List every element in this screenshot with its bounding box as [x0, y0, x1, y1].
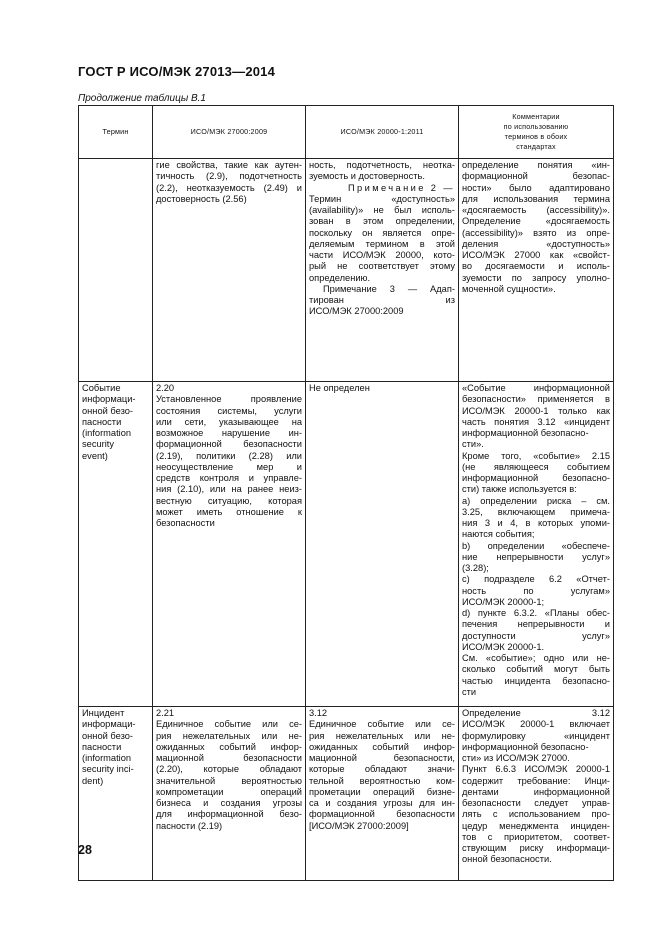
cell-line: са и создания угрозы для ин-	[309, 798, 455, 808]
cell-line: моченной сущности».	[462, 283, 556, 294]
cell-line: ния (2.10), или на ранее неиз-	[156, 484, 302, 495]
document-header: ГОСТ Р ИСО/МЭК 27013—2014	[78, 64, 276, 79]
cell-line: а) определении риска – см.	[462, 495, 610, 506]
cell-line: dent)	[82, 775, 104, 786]
cell-line: ствующим риску информаци-	[462, 843, 610, 853]
iso20000-cell	[306, 382, 459, 707]
cell-line: рый не соответствует этому	[309, 261, 455, 272]
cell-line: Определение «досягаемость	[462, 216, 610, 227]
cell-line: возможное нарушение ин-	[156, 428, 302, 438]
cell-line: тирован из	[309, 295, 455, 305]
cell-line: для использования термина	[462, 193, 610, 204]
cell-line: 3.12	[309, 708, 328, 718]
cell-line: сти	[462, 686, 477, 697]
cell-line: Определение 3.12	[462, 708, 610, 718]
terms-table	[78, 105, 614, 881]
cell-line: (accessibility)» взято из опре-	[462, 227, 610, 238]
cell-line: ния 3 и 4, в которых упоми-	[462, 518, 610, 528]
cell-line: ожиданных событий инфор-	[309, 741, 455, 752]
cell-line: вестную ситуацию, которая	[156, 495, 302, 506]
cell-line: d) пункте 6.3.2. «Планы обес-	[462, 608, 610, 618]
cell-line: формационной безопасности	[156, 439, 302, 450]
cell-line: ность по услугам»	[462, 585, 610, 596]
cell-line: (2.2), неотказуемость (2.49) и	[156, 182, 302, 193]
cell-line: ожиданных событий инфор-	[156, 741, 302, 752]
iso20000-cell	[306, 707, 459, 881]
page-number: 28	[78, 843, 92, 857]
cell-line: Не определен	[309, 383, 370, 393]
cell-line: тов с приоритетом, соответ-	[462, 831, 610, 842]
cell-line: онной безопасности.	[462, 854, 552, 865]
table-row	[79, 159, 614, 382]
cell-line: сти» из ИСО/МЭК 27000.	[462, 753, 570, 763]
cell-line: Кроме того, «событие» 2.15	[462, 450, 610, 461]
header-iso20000: ИСО/МЭК 20000-1:2011	[306, 106, 459, 159]
cell-line: компрометации операций	[156, 786, 302, 797]
cell-line: Инцидент	[82, 708, 125, 718]
cell-line: (2.19), политики (2.28) или	[156, 450, 302, 461]
cell-line: сколько событий могут быть	[462, 664, 610, 675]
cell-line: наются события;	[462, 529, 535, 540]
cell-line: значительной вероятностью	[156, 775, 302, 786]
cell-line: «Событие информационной	[462, 383, 610, 393]
cell-line: «досягаемость (accessibility)».	[462, 205, 610, 215]
cell-line: ние непрерывности услуг»	[462, 551, 610, 562]
table-row	[79, 707, 614, 881]
cell-line: (не являющееся событием	[462, 461, 610, 472]
cell-line: ИСО/МЭК 27000 как «свойст-	[462, 250, 610, 260]
cell-line: безопасности» применяется в	[462, 394, 610, 405]
cell-line: 2.21	[156, 708, 175, 718]
cell-line: для информационной безо-	[156, 809, 302, 820]
table-header-row	[79, 106, 614, 159]
cell-line: может иметь отношение к	[156, 506, 302, 517]
cell-line: ИСО/МЭК 27000:2009	[309, 306, 404, 317]
cell-line: b) определении «обеспече-	[462, 540, 610, 551]
cell-line: зуемости по запросу уполно-	[462, 272, 610, 283]
cell-line: формационной безопасности	[309, 809, 455, 820]
cell-line: Единичное событие или се-	[309, 719, 455, 730]
cell-line: мационной безопасности,	[309, 753, 455, 763]
table-row	[79, 382, 614, 707]
header-comments: Комментарии по использованию терминов в обоих стандартах	[459, 106, 614, 159]
comments-cell	[459, 382, 614, 707]
comments-cell	[459, 159, 614, 382]
cell-line: формационной безопас-	[462, 171, 610, 182]
cell-line: рия нежелательных или не-	[309, 730, 455, 741]
iso27000-cell	[153, 159, 306, 382]
cell-line: security	[82, 439, 115, 450]
cell-line: пасности	[82, 741, 122, 752]
cell-line: онной безо-	[82, 730, 133, 741]
cell-line: части ИСО/МЭК 20000, кото-	[309, 250, 455, 260]
cell-line: информационной безопасно-	[462, 741, 589, 752]
cell-line: неосуществление мер и	[156, 461, 302, 472]
cell-line: Примечание 3 — Адап-	[323, 283, 455, 294]
cell-line: часть понятия 3.12 «инцидент	[462, 416, 610, 427]
cell-line: 3.25, включающем примеча-	[462, 506, 610, 517]
cell-line: event)	[82, 450, 108, 461]
cell-line: ИСО/МЭК 20000-1;	[462, 596, 545, 607]
cell-line: ИСО/МЭК 20000-1 включает	[462, 719, 610, 730]
term-cell	[79, 159, 153, 382]
term-cell	[79, 382, 153, 707]
cell-line: пасности (2.19)	[156, 820, 223, 831]
cell-line: гие свойства, такие как аутен-	[156, 160, 302, 170]
table-caption: Продолжение таблицы В.1	[78, 93, 206, 104]
cell-line: частью инцидента безопасно-	[462, 675, 610, 686]
cell-line: прометации операций бизне-	[309, 786, 455, 797]
cell-line: (information	[82, 428, 132, 438]
cell-line: (availability)» не был исполь-	[309, 205, 455, 215]
cell-line: Пункт 6.6.3 ИСО/МЭК 20000-1	[462, 764, 610, 775]
cell-line: которые обладают значи-	[309, 764, 455, 775]
cell-line: формулировку «инцидент	[462, 730, 610, 741]
cell-line: (3.28);	[462, 563, 489, 573]
header-term: Термин	[79, 106, 153, 159]
cell-line: доступности услуг»	[462, 630, 610, 641]
cell-line: поскольку он является опре-	[309, 227, 455, 238]
cell-line: достоверность (2.56)	[156, 193, 247, 204]
cell-line: бизнеса и создания угрозы	[156, 798, 302, 808]
cell-line: зован в этом определении,	[309, 216, 455, 227]
cell-line: безопасности следует управ-	[462, 798, 610, 808]
cell-line: (information	[82, 753, 132, 763]
cell-line: определению.	[309, 272, 371, 283]
iso27000-cell	[153, 707, 306, 881]
cell-line: тельной вероятностью ком-	[309, 775, 455, 786]
cell-line: сти) также используется в:	[462, 484, 577, 495]
cell-line: деления «доступность»	[462, 238, 610, 249]
cell-line: лять с использованием про-	[462, 809, 610, 820]
cell-line: ИСО/МЭК 20000-1.	[462, 641, 545, 652]
cell-line: Термин «доступность»	[309, 193, 455, 204]
cell-line: ность, подотчетность, неотка-	[309, 160, 455, 170]
cell-line: Единичное событие или се-	[156, 719, 302, 730]
cell-line: security inci-	[82, 764, 134, 775]
cell-line: средств контроля и управле-	[156, 473, 302, 483]
cell-line: информационной безопасно-	[462, 473, 610, 483]
cell-line: сти».	[462, 439, 484, 450]
cell-line: определение понятия «ин-	[462, 160, 610, 170]
cell-line: безопасности	[156, 518, 215, 528]
cell-line: информаци-	[82, 394, 136, 405]
iso20000-cell	[306, 159, 459, 382]
cell-line: онной безо-	[82, 405, 133, 416]
cell-line: 2.20	[156, 383, 175, 393]
comments-cell	[459, 707, 614, 881]
header-iso27000: ИСО/МЭК 27000:2009	[153, 106, 306, 159]
cell-line: c) подразделе 6.2 «Отчет-	[462, 574, 610, 585]
cell-line: [ИСО/МЭК 27000:2009]	[309, 820, 409, 831]
cell-line: зуемость и достоверность.	[309, 171, 425, 182]
cell-line: Установленное проявление	[156, 394, 302, 405]
cell-line: (2.20), которые обладают	[156, 764, 302, 775]
cell-line: См. «событие»; одно или не-	[462, 653, 610, 663]
cell-line: содержит требование: Инци-	[462, 775, 610, 786]
cell-line: информаци-	[82, 719, 136, 730]
cell-line: дентами информационной	[462, 786, 610, 797]
cell-line: цедур менеджмента инциден-	[462, 820, 610, 831]
cell-line: деляемым термином в этой	[309, 238, 455, 249]
cell-line: ности» было адаптировано	[462, 182, 610, 193]
iso27000-cell	[153, 382, 306, 707]
cell-line: печения непрерывности и	[462, 619, 610, 630]
cell-line: Событие	[82, 383, 121, 393]
cell-line: состояния системы, услуги	[156, 405, 302, 416]
cell-line: рия нежелательных или не-	[156, 730, 302, 741]
cell-line: ИСО/МЭК 20000-1 только как	[462, 405, 610, 416]
cell-line: или сети, указывающее на	[156, 416, 302, 427]
cell-line: мационной безопасности	[156, 753, 302, 763]
cell-line: Примечание 2 —	[347, 182, 455, 193]
cell-line: информационной безопасно-	[462, 428, 589, 438]
cell-line: во досягаемости и исполь-	[462, 261, 610, 272]
cell-line: пасности	[82, 416, 122, 427]
cell-line: тичность (2.9), подотчетность	[156, 171, 302, 182]
